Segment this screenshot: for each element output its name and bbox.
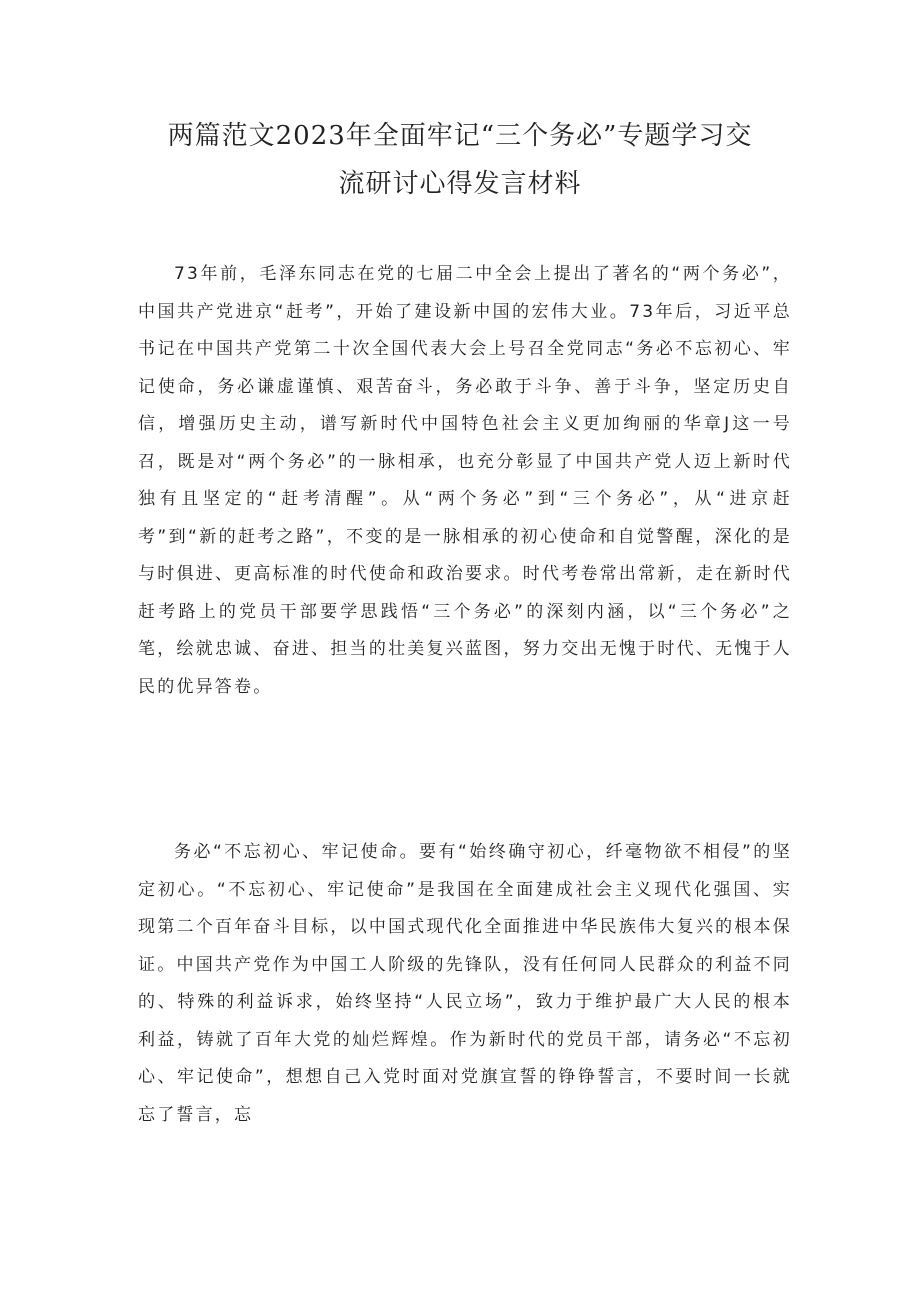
paragraph-intro: 73年前，毛泽东同志在党的七届二中全会上提出了著名的“两个务必”，中国共产党进京“赶考”，开始了建设新中国的宏伟大业。73年后，习近平总书记在中国共产党第二十次全国代表大会上号召全党同志“务必不忘初心、牢记使命，务必谦虚谨慎、艰苦奋斗，务必敢于斗争、善于斗争，坚定历史自信，增强历史主动，谱写新时代中国特色社会主义更加绚丽的华章J这一号召，既是对“两个务必”的一脉相承，也充分彰显了中国共产党人迈上新时代独有且坚定的“赶考清醒”。从“两个务必”到“三个务必”，从“进京赶考”到“新的赶考之路”，不变的是一脉相承的初心使命和自觉警醒，深化的是与时俱进、更高标准的时代使命和政治要求。时代考卷常出常新，走在新时代赶考路上的党员干部要学思践悟“三个务必”的深刻内涵，以“三个务必”之笔，绘就忠诚、奋进、担当的壮美复兴蓝图，努力交出无愧于时代、无愧于人民的优异答卷。	[138, 264, 792, 697]
document-title	[100, 112, 820, 208]
title-line-2: 流研讨心得发言材料	[338, 169, 582, 199]
paragraph-first-point: 务必“不忘初心、牢记使命。要有“始终确守初心，纤毫物欲不相侵”的坚定初心。“不忘初心、牢记使命”是我国在全面建成社会主义现代化强国、实现第二个百年奋斗目标，以中国式现代化全面推进中华民族伟大复兴的根本保证。中国共产党作为中国工人阶级的先锋队，没有任何同人民群众的利益不同的、特殊的利益诉求，始终坚持“人民立场”，致力于维护最广大人民的根本利益，铸就了百年大党的灿烂辉煌。作为新时代的党员干部，请务必“不忘初心、牢记使命”，想想自己入党时面对党旗宣誓的铮铮誓言，不要时间一长就忘了誓言，忘	[138, 842, 792, 1125]
title-line-1: 两篇范文2023年全面牢记“三个务必”专题学习交	[167, 121, 753, 151]
